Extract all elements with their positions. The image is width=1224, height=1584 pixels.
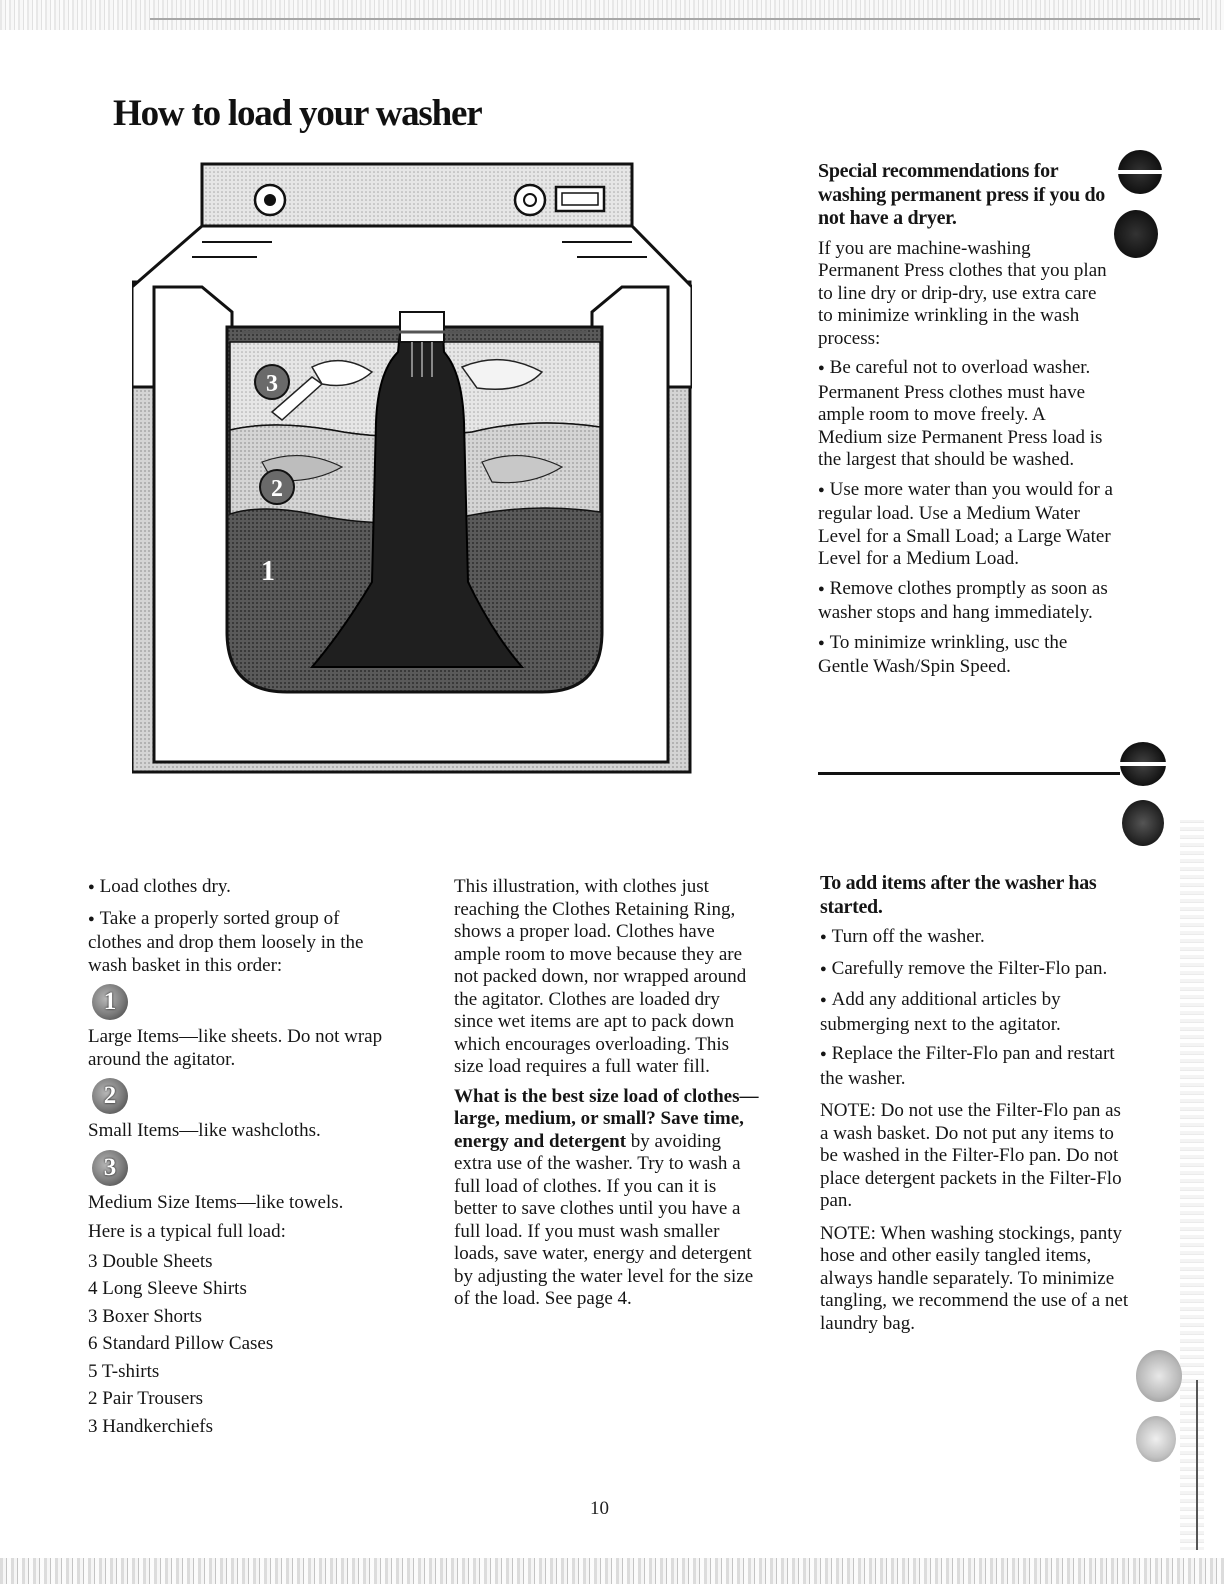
note-stockings: NOTE: When washing stockings, panty hose and other easily tangled items, always handle separately. To minimize tangling, we recommend the use of a net laundry bag. — [820, 1222, 1129, 1334]
step-3-badge: 3 — [92, 1150, 128, 1186]
best-size-body: by avoiding extra use of the washer. Try to wash a full load of clothes. If you can it is better to save clothes until you have a full load. If you must wash smaller loads, save water, energy and detergent by adjusting the water level for the size of the load. See page 4. — [454, 1130, 754, 1309]
special-recommendations-intro: If you are machine-washing Permanent Press clothes that you plan to line dry or drip-dry, use extra care to minimize wrinkling in the wash process: — [818, 237, 1107, 349]
index-tab-icon — [1114, 210, 1158, 258]
proper-load-section — [454, 876, 759, 1318]
typical-load-intro: Here is a typical full load: — [88, 1221, 286, 1242]
add-items-bullet: ● Add any additional articles by submerging next to the agitator. — [820, 989, 1130, 1036]
loading-steps-section — [88, 876, 388, 1443]
step-1-text: Large Items—like sheets. Do not wrap around the agitator. — [88, 1026, 383, 1070]
washer-illustration — [132, 162, 692, 774]
add-items-bullet: ● Replace the Filter-Flo pan and restart the washer. — [820, 1043, 1130, 1090]
index-tab-icon — [1136, 1350, 1182, 1402]
scan-artifact-right — [1180, 820, 1204, 1550]
typical-load-item: 2 Pair Trousers — [88, 1388, 204, 1409]
recommendation-bullet: ● To minimize wrinkling, usc the Gentle Wash/Spin Speed. — [818, 632, 1113, 679]
add-items-section — [820, 872, 1130, 1342]
scan-artifact-top — [0, 0, 1224, 30]
scan-artifact-line — [1196, 1380, 1198, 1550]
proper-load-paragraph: This illustration, with clothes just reaching the Clothes Retaining Ring, shows a proper load. Clothes have ample room to move because they are not packed down, nor wrapped around the agitator. Clothes are loaded dry since wet items are apt to pack down which encourages overloading. This size load requires a full water fill. — [454, 876, 747, 1077]
section-divider — [818, 772, 1120, 775]
special-recommendations-section — [818, 160, 1113, 686]
typical-load-item: 3 Handkerchiefs — [88, 1415, 214, 1437]
add-items-bullet: ● Carefully remove the Filter-Flo pan. — [820, 958, 1130, 983]
scan-artifact-bottom — [0, 1558, 1224, 1584]
best-size-heading: What is the best size load of clothes—large, medium, or small? Save time, energy and detergent — [454, 1085, 759, 1152]
loading-bullet: ● Take a properly sorted group of clothes and drop them loosely in the wash basket in this order: — [88, 908, 388, 978]
load-label-2: 2 — [271, 476, 283, 502]
load-label-3: 3 — [266, 371, 278, 397]
step-3-text: Medium Size Items—like towels. — [88, 1191, 344, 1213]
special-recommendations-heading: Special recommendations for washing permanent press if you do not have a dryer. — [818, 160, 1105, 229]
step-2-text: Small Items—like washcloths. — [88, 1120, 321, 1141]
step-2-badge: 2 — [92, 1078, 128, 1114]
index-tab-icon — [1122, 800, 1164, 846]
typical-load-item: 3 Double Sheets — [88, 1250, 213, 1272]
index-tab-icon — [1136, 1416, 1176, 1462]
page-title: How to load your washer — [113, 93, 482, 134]
add-items-heading: To add items after the washer has started. — [820, 872, 1097, 918]
recommendation-bullet: ● Be careful not to overload washer. Permanent Press clothes must have ample room to move freely. A Medium size Permanent Press load is the largest that should be washed. — [818, 357, 1113, 472]
recommendation-bullet: ● Use more water than you would for a regular load. Use a Medium Water Level for a Small Load; a Large Water Level for a Medium Load. — [818, 479, 1113, 571]
typical-load-item: 4 Long Sleeve Shirts — [88, 1278, 247, 1299]
index-tab-icon — [1120, 742, 1166, 786]
step-1-badge: 1 — [92, 984, 128, 1020]
load-label-1: 1 — [261, 556, 275, 587]
index-tab-icon — [1118, 150, 1162, 194]
note-filter-flo: NOTE: Do not use the Filter-Flo pan as a wash basket. Do not put any items to be washed in the Filter-Flo pan. Do not place detergent packets in the Filter-Flo pan. — [820, 1100, 1122, 1211]
typical-load-item: 3 Boxer Shorts — [88, 1305, 202, 1327]
typical-load-item: 6 Standard Pillow Cases — [88, 1333, 274, 1354]
recommendation-bullet: ● Remove clothes promptly as soon as washer stops and hang immediately. — [818, 578, 1113, 625]
best-size-paragraph — [454, 1086, 759, 1311]
loading-bullet: ● Load clothes dry. — [88, 876, 388, 901]
page-number: 10 — [590, 1498, 609, 1519]
typical-load-item: 5 T-shirts — [88, 1360, 160, 1382]
add-items-bullet: ● Turn off the washer. — [820, 926, 1130, 951]
